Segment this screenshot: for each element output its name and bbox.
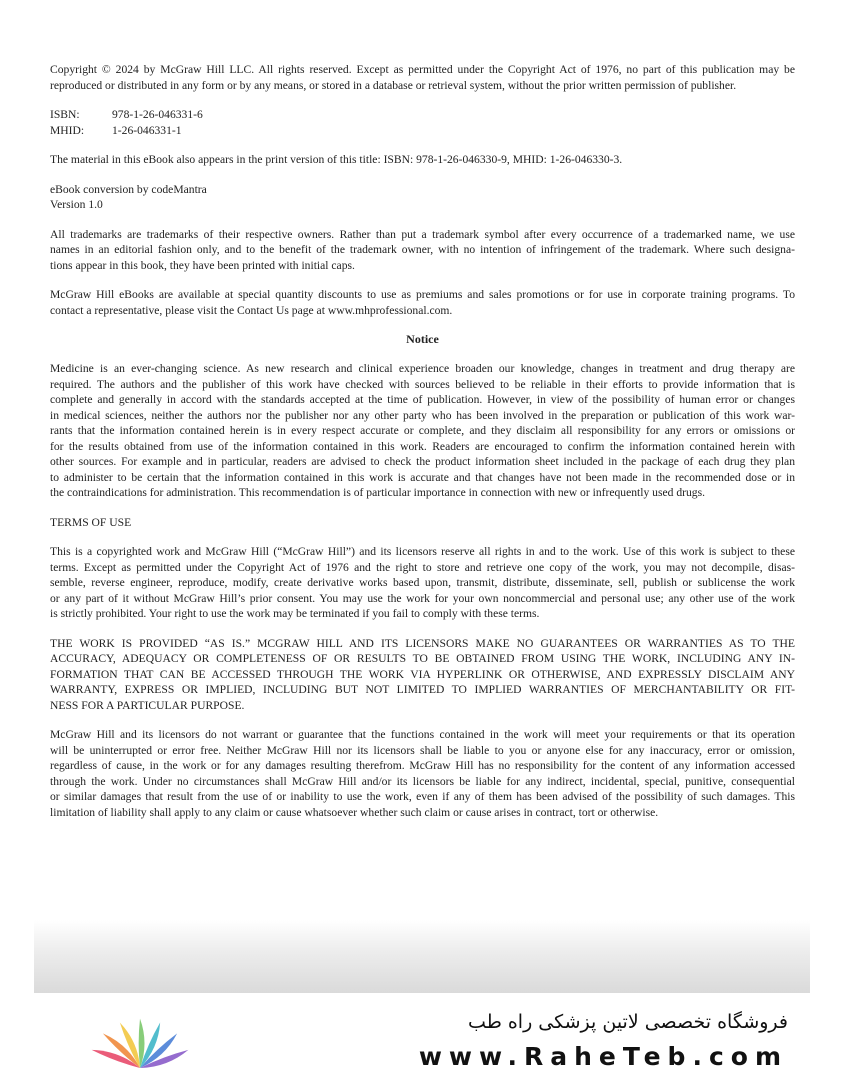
- text-line: other sources. For example and in particular, readers are advised to check the product information sheet included in the package of each drug they plan: [50, 455, 795, 468]
- page-bottom-shadow: [34, 920, 810, 993]
- text-line: Medicine is an ever-changing science. As new research and clinical experience broaden our knowledge, changes in treatment and drug therapy are: [50, 362, 795, 375]
- text-line: This is a copyrighted work and McGraw Hill (“McGraw Hill”) and its licensors reserve all rights in and to the work. Use of this work is subject to these: [50, 545, 795, 558]
- text-line: required. The authors and the publisher of this work have checked with sources believed to be reliable in their efforts to provide information that is: [50, 377, 795, 391]
- text-line: eBook conversion by codeMantra: [50, 182, 207, 196]
- mhid-row: [50, 123, 795, 139]
- text-line: or any part of it without McGraw Hill’s prior consent. You may use the work for your own noncommercial and personal use; any other use of the work: [50, 591, 795, 605]
- text-line: reproduced or distributed in any form or by any means, or stored in a database or retrieval system, without the prior written permission of publisher.: [50, 78, 737, 92]
- ebooks-paragraph: [50, 287, 795, 318]
- text-line: FORMATION THAT CAN BE ACCESSED THROUGH THE WORK VIA HYPERLINK OR OTHERWISE, AND EXPRESSLY DISCLAIM ANY: [50, 667, 795, 681]
- isbn-row: [50, 107, 795, 123]
- store-name: فروشگاه تخصصی لاتین پزشکی راه طب: [468, 1011, 788, 1033]
- text-line: limitation of liability shall apply to any claim or cause whatsoever whether such claim or cause arises in contract, tort or otherwise.: [50, 805, 659, 819]
- text-line: to administer to be certain that the information contained in this work is accurate and that changes have not been made in the recommended dose or in: [50, 470, 795, 484]
- text-line: tions appear in this book, they have been printed with initial caps.: [50, 258, 355, 272]
- text-line: the contraindications for administration. This recommendation is of particular importance in connection with new or infrequently used drugs.: [50, 486, 705, 499]
- text-line: rants that the information contained herein is in every respect accurate or complete, and they disclaim all responsibility for any errors or omissions or: [50, 424, 795, 437]
- text-line: ACCURACY, ADEQUACY OR COMPLETENESS OF OR RESULTS TO BE OBTAINED FROM USING THE WORK, INCLUDING ANY IN-: [50, 652, 795, 665]
- notice-heading: Notice: [406, 332, 439, 346]
- copyright-paragraph: [50, 62, 795, 93]
- text-line: Copyright © 2024 by McGraw Hill LLC. All rights reserved. Except as permitted under the Copyright Act of 1976, no part of this publication may be: [50, 63, 795, 76]
- mhid-label: MHID:: [50, 123, 85, 137]
- text-line: in medical sciences, neither the authors nor the publisher nor any other party who has been involved in the preparation or publication of this work war-: [50, 408, 795, 422]
- text-line: Version 1.0: [50, 198, 103, 211]
- trademarks-paragraph: [50, 227, 795, 274]
- liability-paragraph: [50, 727, 795, 820]
- store-url[interactable]: www.RaheTeb.com: [418, 1042, 788, 1071]
- terms-paragraph: [50, 544, 795, 622]
- as-is-paragraph: [50, 636, 795, 714]
- text-line: terms. Except as permitted under the Copyright Act of 1976 and the right to store and retrieve one copy of the work, you may not decompile, disas-: [50, 560, 795, 574]
- notice-paragraph: [50, 361, 795, 501]
- text-line: semble, reverse engineer, reproduce, modify, create derivative works based upon, transmit, distribute, disseminate, sell, publish or sublicense the work: [50, 576, 795, 589]
- terms-heading: TERMS OF USE: [50, 515, 132, 529]
- text-line: or similar damages that result from the use of or inability to use the work, even if any of them has been advised of the possibility of such damages. This: [50, 790, 795, 803]
- open-book-fan-icon: [78, 1006, 202, 1074]
- text-line: complete and generally in accord with the standards accepted at the time of publication. However, in view of the possibility of human error or changes: [50, 393, 795, 406]
- text-line: for the results obtained from use of the information contained in this work. Readers are encouraged to confirm the information contained herein with: [50, 439, 795, 453]
- text-line: is strictly prohibited. Your right to use the work may be terminated if you fail to comply with these terms.: [50, 607, 540, 620]
- text-line: THE WORK IS PROVIDED “AS IS.” MCGRAW HILL AND ITS LICENSORS MAKE NO GUARANTEES OR WARRANTIES AS TO THE: [50, 636, 795, 650]
- text-line: The material in this eBook also appears in the print version of this title: ISBN: 978-1-26-046330-9, MHID: 1-26-046330-3.: [50, 153, 623, 166]
- text-line: names in an editorial fashion only, and to the benefit of the trademark owner, with no intention of infringement of the trademark. Where such designa-: [50, 243, 795, 256]
- text-line: All trademarks are trademarks of their respective owners. Rather than put a trademark symbol after every occurrence of a trademarked name, we use: [50, 227, 795, 241]
- isbn-label: ISBN:: [50, 108, 80, 121]
- isbn-value: 978-1-26-046331-6: [112, 108, 203, 121]
- identifiers: [50, 107, 795, 138]
- document-page: [50, 62, 795, 834]
- conversion-paragraph: [50, 182, 795, 213]
- text-line: McGraw Hill and its licensors do not warrant or guarantee that the functions contained in the work will meet your requirements or that its operation: [50, 728, 795, 741]
- print-version-paragraph: [50, 152, 795, 168]
- text-line: NESS FOR A PARTICULAR PURPOSE.: [50, 698, 245, 712]
- text-line: through the work. Under no circumstances shall McGraw Hill and/or its licensors be liable for any indirect, incidental, special, punitive, consequential: [50, 774, 795, 788]
- text-line: regardless of cause, in the work or for any damages resulting therefrom. McGraw Hill has no responsibility for the content of any information accessed: [50, 759, 795, 772]
- text-line: WARRANTY, EXPRESS OR IMPLIED, INCLUDING BUT NOT LIMITED TO IMPLIED WARRANTIES OF MERCHANTABILITY OR FIT-: [50, 683, 795, 696]
- text-line: contact a representative, please visit the Contact Us page at www.mhprofessional.com.: [50, 303, 453, 317]
- text-line: McGraw Hill eBooks are available at special quantity discounts to use as premiums and sales promotions or for use in corporate training programs. To: [50, 288, 795, 301]
- text-line: will be uninterrupted or error free. Neither McGraw Hill nor its licensors shall be liable to you or anyone else for any inaccuracy, error or omission,: [50, 743, 795, 757]
- mhid-value: 1-26-046331-1: [112, 123, 182, 137]
